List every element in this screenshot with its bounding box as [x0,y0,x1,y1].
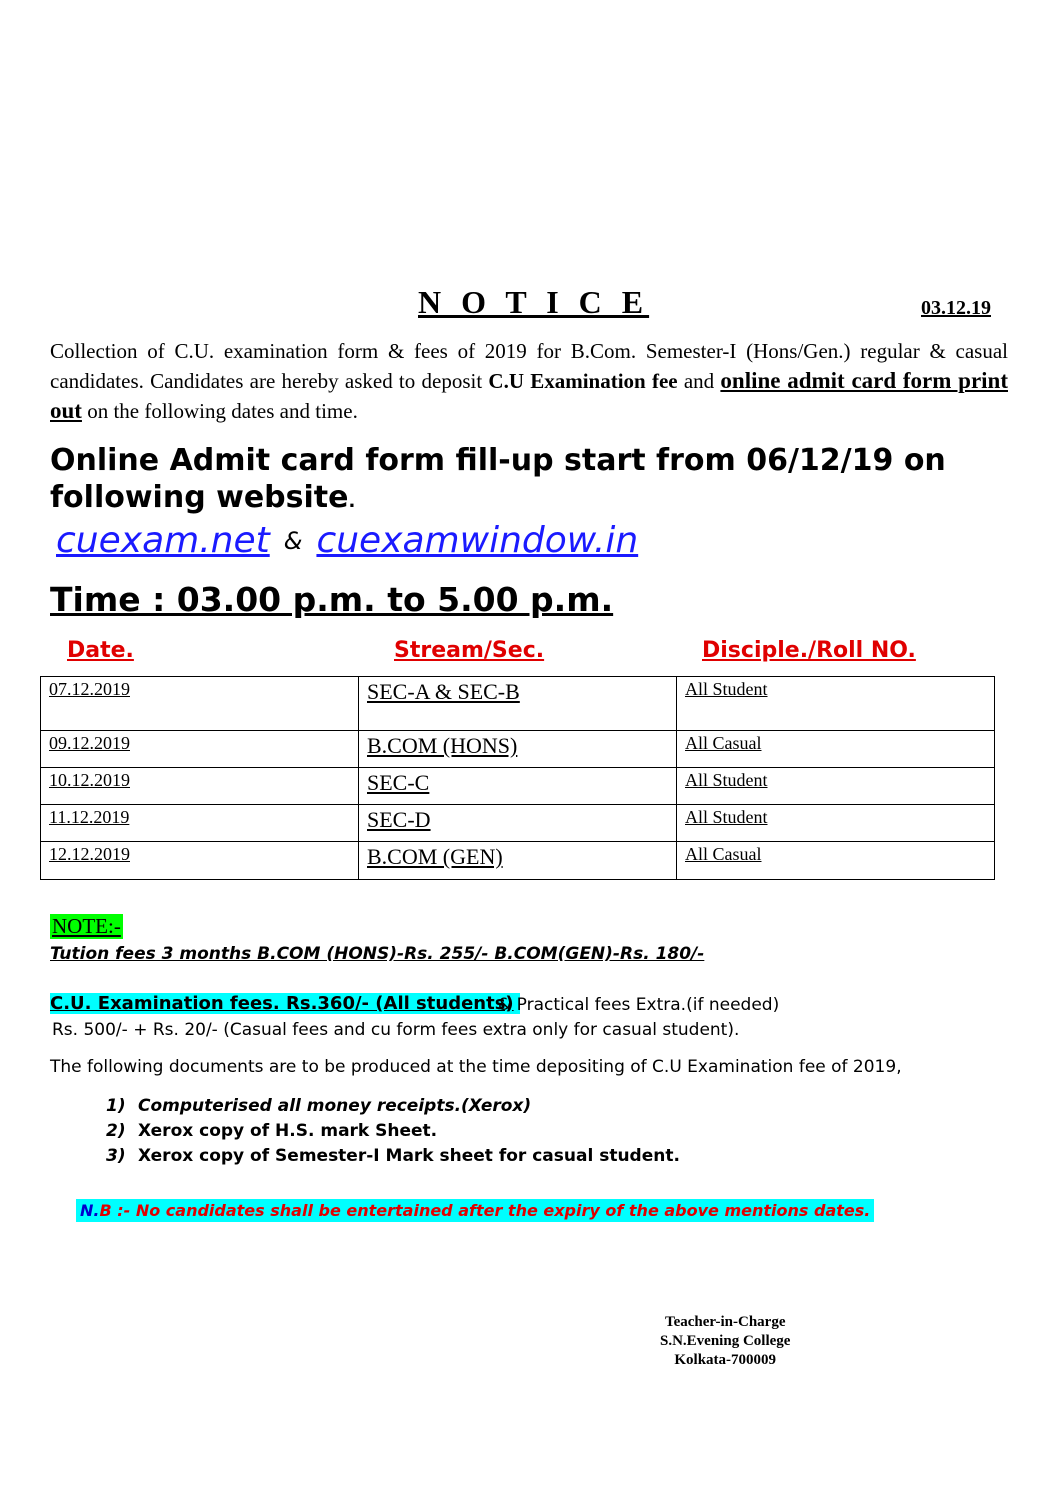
row-date: 07.12.2019 [41,677,359,731]
table-row [41,677,995,731]
row-date: 12.12.2019 [41,842,359,880]
intro-paragraph [50,336,1008,426]
list-text: Computerised all money receipts.(Xerox) [138,1096,532,1116]
list-number: 1) [106,1096,126,1116]
practical-fees: & Practical fees Extra.(if needed) [498,995,780,1015]
row-date: 10.12.2019 [41,768,359,805]
headline-dot: . [348,491,356,512]
headline-text: Online Admit card form fill-up start from 06/12/19 on following website [50,443,946,515]
cu-exam-fees: C.U. Examination fees. Rs.360/- (All students) [50,993,520,1014]
list-item [106,1119,680,1144]
nb-prefix: N. [80,1201,100,1220]
row-disciple: All Casual [677,842,995,880]
schedule-table [40,676,995,880]
row-stream: SEC-A & SEC-B [359,677,677,731]
list-item [106,1144,680,1169]
signature-city: Kolkata-700009 [674,1352,777,1368]
table-row [41,805,995,842]
list-text: Xerox copy of Semester-I Mark sheet for casual student. [138,1146,680,1166]
row-disciple: All Casual [677,731,995,768]
row-disciple: All Student [677,677,995,731]
list-item [106,1094,680,1119]
row-stream: B.COM (GEN) [359,842,677,880]
header-date: Date. [67,638,134,663]
website-separator: & [283,527,303,555]
notice-date: 03.12.19 [921,297,991,319]
intro-text-2: and [677,369,721,393]
website-link-cuexam[interactable]: cuexam.net [56,520,270,561]
time-line: Time : 03.00 p.m. to 5.00 p.m. [50,580,614,619]
documents-intro: The following documents are to be produced at the time depositing of C.U Examination fee of 2019, [50,1057,902,1077]
website-link-cuexamwindow[interactable]: cuexamwindow.in [316,520,639,561]
nb-text: B :- No candidates shall be entertained after the expiry of the above mentions dates. [99,1201,871,1220]
intro-bold-fee: C.U Examination fee [488,369,678,393]
list-text: Xerox copy of H.S. mark Sheet. [138,1121,438,1141]
signature-college: S.N.Evening College [660,1333,791,1349]
intro-text-1: Collection of C.U. examination form & fees of 2019 for B.Com. Semester-I (Hons/Gen.) regular & casual candidates. Candidates are hereby asked to deposit [50,339,1008,393]
row-stream: B.COM (HONS) [359,731,677,768]
row-stream: SEC-D [359,805,677,842]
websites [56,520,638,561]
tuition-fees: Tution fees 3 months B.COM (HONS)-Rs. 255/- B.COM(GEN)-Rs. 180/- [50,944,705,964]
admit-card-headline [50,442,1030,520]
intro-bold-admit: online admit card form print out [50,368,1008,423]
list-number: 2) [106,1121,126,1141]
list-number: 3) [106,1146,126,1166]
intro-text-3: on the following dates and time. [81,399,358,423]
signature-title: Teacher-in-Charge [664,1314,786,1330]
nb-warning [76,1199,874,1222]
row-disciple: All Student [677,805,995,842]
row-date: 09.12.2019 [41,731,359,768]
notice-title: N O T I C E [418,284,650,320]
header-stream: Stream/Sec. [394,638,545,663]
documents-list [106,1094,680,1169]
note-label: NOTE:- [52,914,121,938]
signature-block [660,1313,790,1370]
header-disciple: Disciple./Roll NO. [702,638,916,663]
casual-fees: Rs. 500/- + Rs. 20/- (Casual fees and cu form fees extra only for casual student). [52,1020,740,1040]
table-row [41,731,995,768]
table-row [41,768,995,805]
table-row [41,842,995,880]
row-stream: SEC-C [359,768,677,805]
row-date: 11.12.2019 [41,805,359,842]
row-disciple: All Student [677,768,995,805]
